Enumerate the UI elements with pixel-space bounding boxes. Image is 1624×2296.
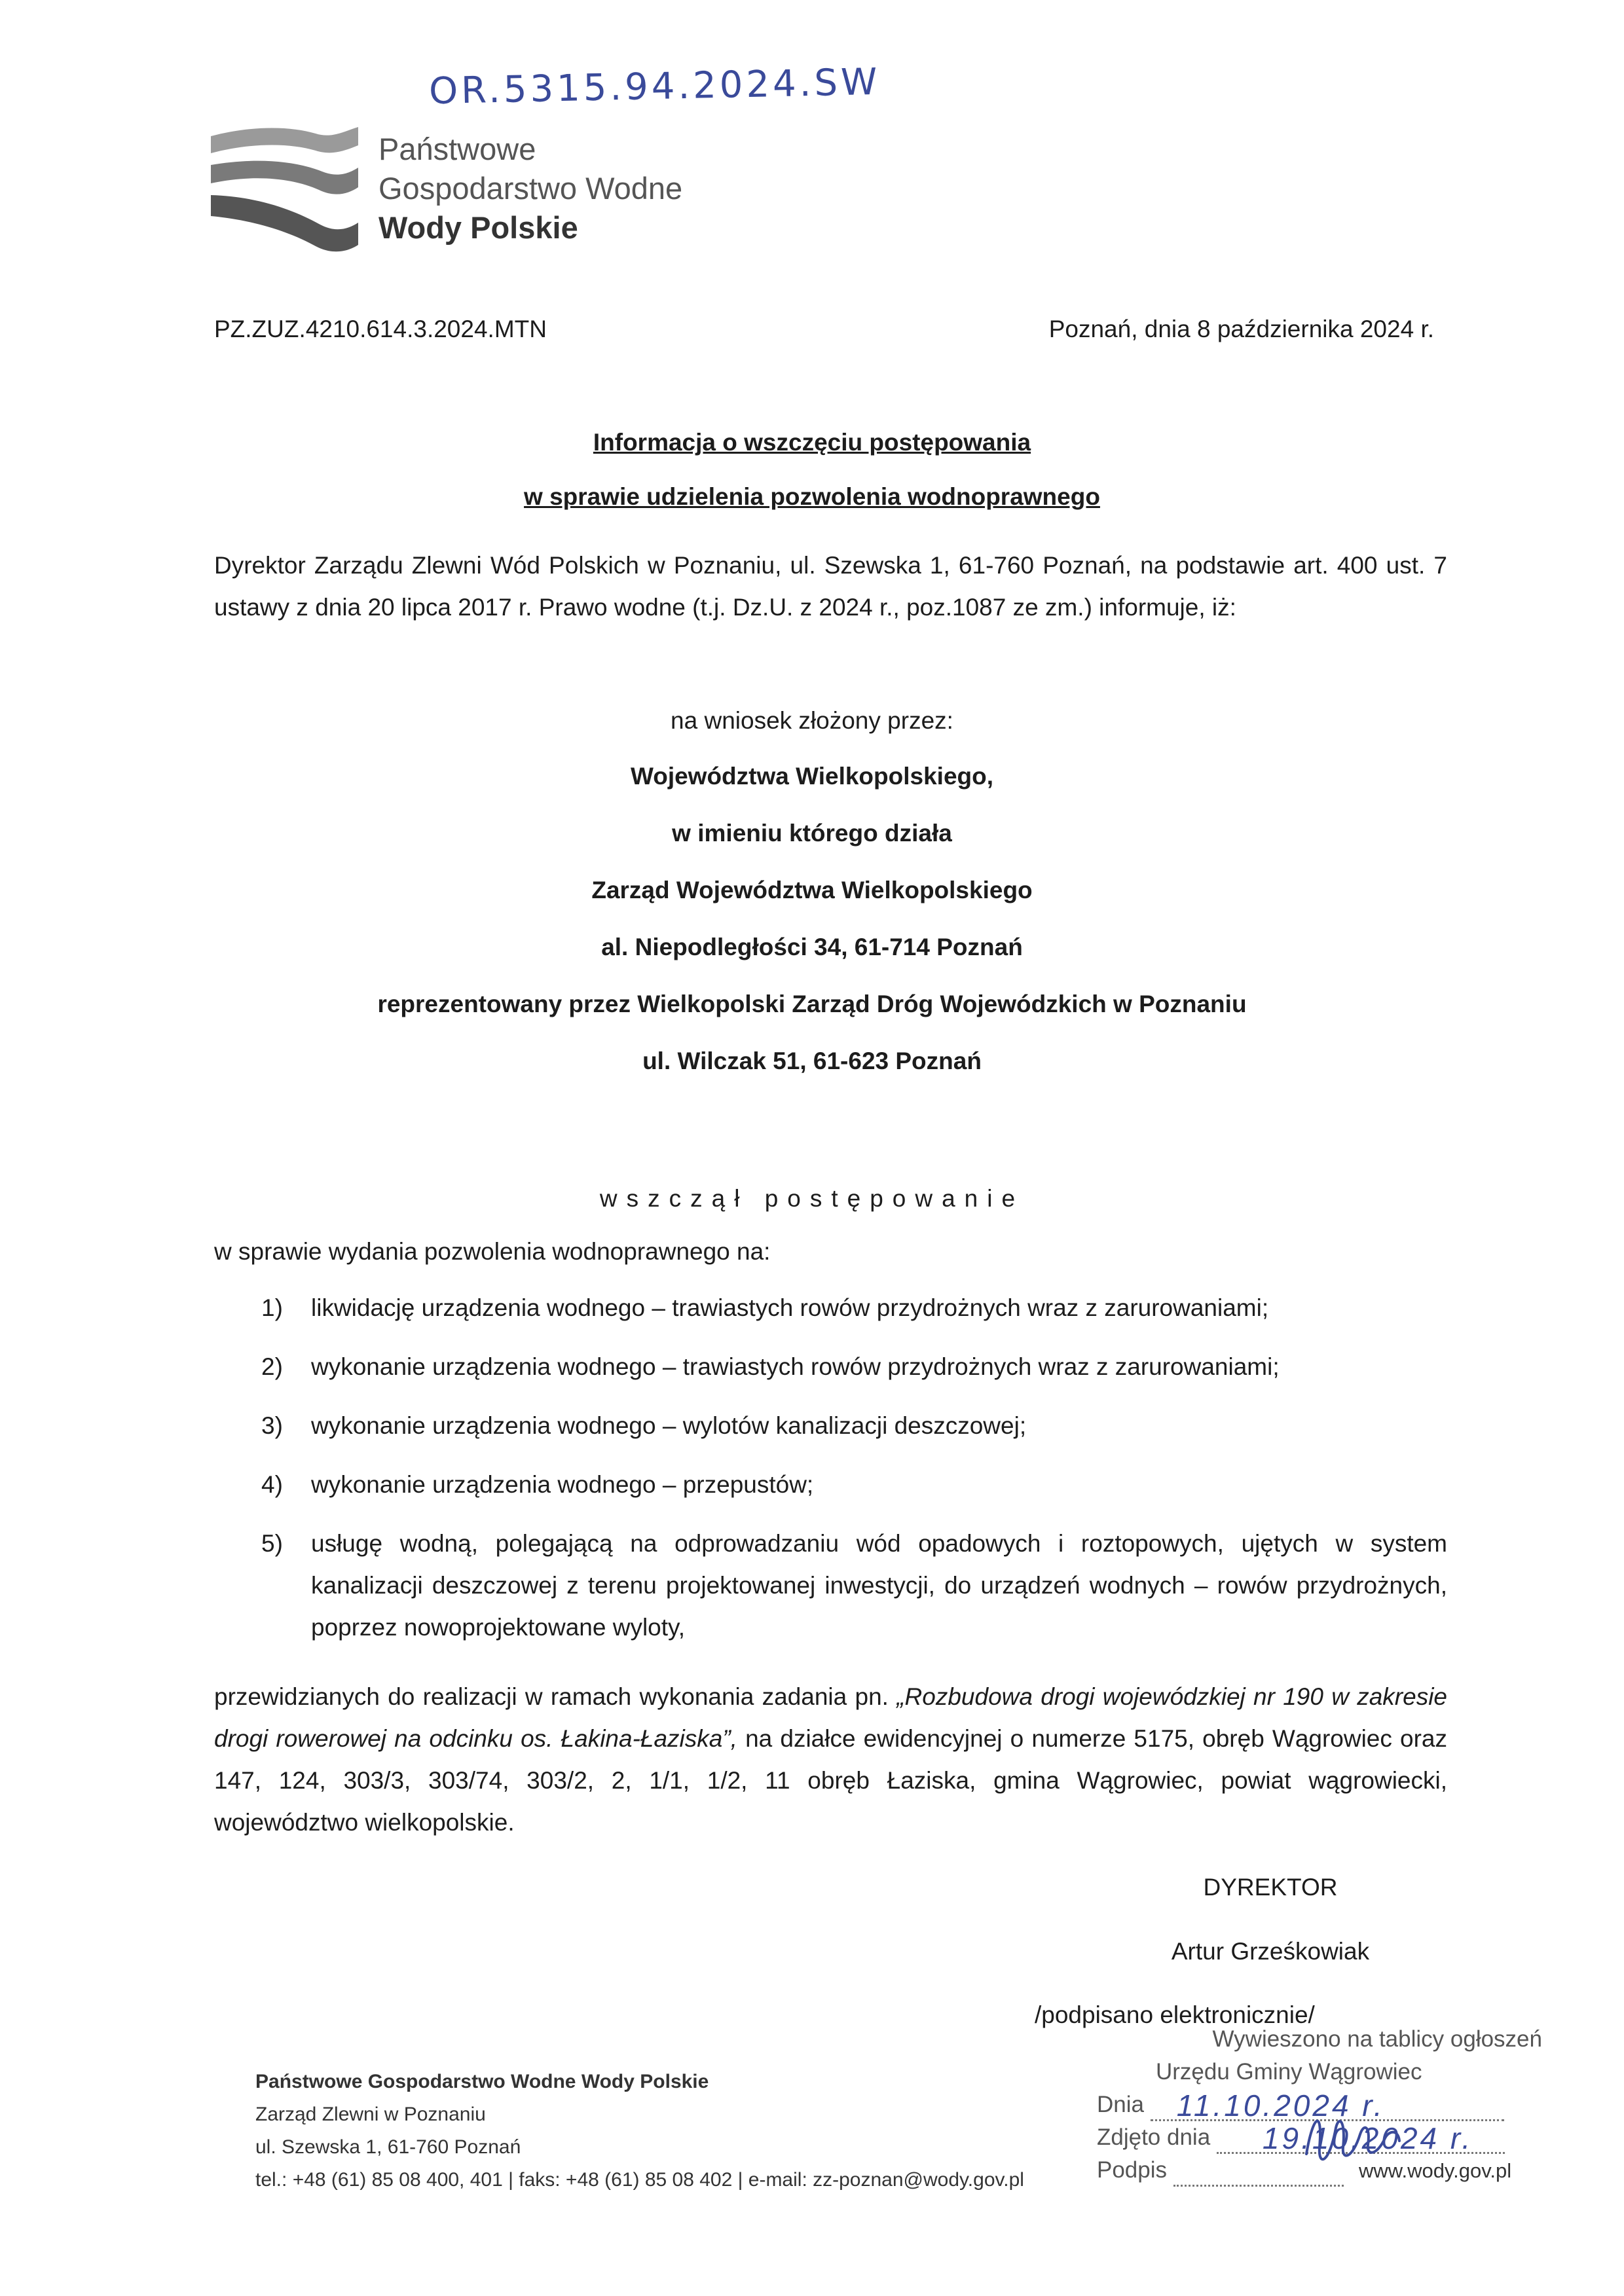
- closing-paragraph: [214, 1676, 1447, 1844]
- stamp-posted-label: Dnia: [1097, 2092, 1144, 2117]
- list-text: wykonanie urządzenia wodnego – przepustów;: [311, 1471, 814, 1498]
- permit-scope-list: [214, 1287, 1447, 1666]
- applicant-board: Zarząd Województwa Wielkopolskiego: [591, 877, 1033, 903]
- signatory-role: DYREKTOR: [1203, 1874, 1338, 1901]
- document-date: Poznań, dnia 8 października 2024 r.: [1048, 316, 1434, 342]
- footer-contact: tel.: +48 (61) 85 08 400, 401 | faks: +48 (61) 85 08 402 | e-mail: zz-poznan@wody.gov.pl: [255, 2169, 1024, 2191]
- scope-intro: w sprawie wydania pozwolenia wodnoprawnego na:: [214, 1238, 771, 1265]
- list-item: [214, 1464, 1447, 1506]
- list-number: 2): [261, 1353, 283, 1380]
- list-item: [214, 1405, 1447, 1447]
- logo-line: Państwowe: [378, 132, 536, 166]
- footer-org: Państwowe Gospodarstwo Wodne Wody Polskie: [255, 2071, 709, 2092]
- representative-address: ul. Wilczak 51, 61-623 Poznań: [642, 1048, 982, 1074]
- stamp-line: Wywieszono na tablicy ogłoszeń: [1212, 2026, 1542, 2052]
- electronic-signature-note: /podpisano elektronicznie/: [1035, 2001, 1315, 2028]
- handwritten-signature-icon: [1300, 2102, 1405, 2174]
- footer: [255, 2066, 1024, 2196]
- applicant-address: al. Niepodległości 34, 61-714 Poznań: [601, 934, 1023, 960]
- posted-date-handwritten: 11.10.2024 r.: [1176, 2088, 1385, 2123]
- document-title: Informacja o wszczęciu postępowania: [593, 429, 1031, 456]
- logo-text: [378, 130, 682, 247]
- list-number: 4): [261, 1471, 283, 1498]
- footer-unit: Zarząd Zlewni w Poznaniu: [255, 2104, 486, 2125]
- list-text: usługę wodną, polegającą na odprowadzaniu wód opadowych i roztopowych, ujętych w system kanalizacji deszczowej z terenu projektowanej inwestycji, do urządzeń wodnych – rowów przydrożnych, poprzez nowoprojektowane wyloty,: [311, 1530, 1447, 1641]
- reference-number: PZ.ZUZ.4210.614.3.2024.MTN: [214, 316, 547, 342]
- signatory-name: Artur Grześkowiak: [1171, 1938, 1370, 1965]
- initiated-statement: wszczął postępowanie: [599, 1185, 1025, 1212]
- applicant-representative: reprezentowany przez Wielkopolski Zarząd Dróg Wojewódzkich w Poznaniu: [377, 991, 1247, 1017]
- logo-line: Wody Polskie: [378, 210, 578, 245]
- list-text: likwidację urządzenia wodnego – trawiastych rowów przydrożnych wraz z zarurowaniami;: [311, 1294, 1269, 1321]
- wody-polskie-logo-icon: [211, 124, 358, 255]
- task-name: „Rozbudowa drogi wojewódzkiej nr 190 w zakresie drogi rowerowej na odcinku os. Łakina-Łaziska”,: [214, 1683, 1447, 1752]
- list-text: wykonanie urządzenia wodnego – trawiastych rowów przydrożnych wraz z zarurowaniami;: [311, 1353, 1280, 1380]
- closing-after: na działce ewidencyjnej o numerze 5175, obręb Wągrowiec oraz 147, 124, 303/3, 303/74, 303/2, 2, 1/1, 1/2, 11 obręb Łaziska, gmina Wągrowiec, powiat wągrowiecki, województwo wielkopolskie.: [214, 1725, 1447, 1836]
- list-text: wykonanie urządzenia wodnego – wylotów kanalizacji deszczowej;: [311, 1412, 1027, 1439]
- applicant-name: Województwa Wielkopolskiego,: [630, 763, 994, 790]
- footer-address: ul. Szewska 1, 61-760 Poznań: [255, 2136, 521, 2158]
- logo-line: Gospodarstwo Wodne: [378, 171, 683, 206]
- applicant-lead: na wniosek złożony przez:: [671, 707, 953, 734]
- list-number: 3): [261, 1412, 283, 1439]
- applicant-acting: w imieniu którego działa: [672, 820, 952, 847]
- removed-date-handwritten: 19.10.2024 r.: [1262, 2121, 1473, 2155]
- list-number: 1): [261, 1294, 283, 1321]
- intro-paragraph: Dyrektor Zarządu Zlewni Wód Polskich w Poznaniu, ul. Szewska 1, 61-760 Poznań, na podstawie art. 400 ust. 7 ustawy z dnia 20 lipca 2017 r. Prawo wodne (t.j. Dz.U. z 2024 r., poz.1087 ze zm.) informuje, iż:: [214, 552, 1447, 621]
- document-subtitle: w sprawie udzielenia pozwolenia wodnoprawnego: [524, 483, 1100, 510]
- list-number: 5): [261, 1530, 283, 1557]
- footer-website: www.wody.gov.pl: [1359, 2159, 1512, 2182]
- list-item: [214, 1523, 1447, 1649]
- closing-before: przewidzianych do realizacji w ramach wykonania zadania pn.: [214, 1683, 897, 1710]
- list-item: [214, 1287, 1447, 1329]
- stamp-removed-label: Zdjęto dnia: [1097, 2124, 1211, 2150]
- stamp-signature-label: Podpis: [1097, 2157, 1168, 2183]
- handwritten-case-number: OR.5315.94.2024.SW: [428, 60, 881, 113]
- stamp-line: Urzędu Gminy Wągrowiec: [1156, 2059, 1422, 2085]
- list-item: [214, 1346, 1447, 1388]
